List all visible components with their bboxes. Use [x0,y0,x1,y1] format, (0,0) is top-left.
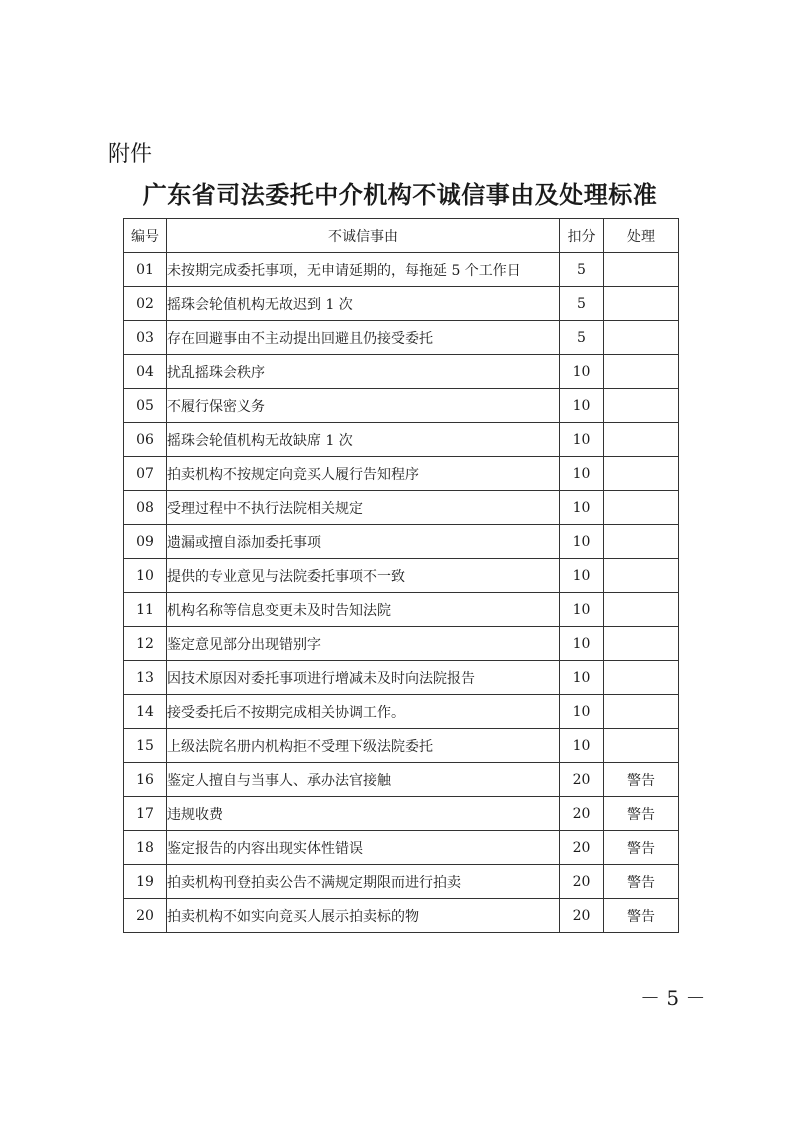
row-number-cell: 15 [124,729,167,763]
row-points-cell: 10 [560,661,604,695]
table-row [124,763,679,797]
table-row [124,865,679,899]
table-row [124,355,679,389]
row-reason-cell: 遗漏或擅自添加委托事项 [167,525,560,559]
table-body [124,253,679,933]
row-action-cell [604,593,679,627]
row-points-cell: 10 [560,695,604,729]
row-points-cell: 5 [560,253,604,287]
table-row [124,525,679,559]
row-action-cell [604,423,679,457]
table-row [124,899,679,933]
table-row [124,559,679,593]
table-row [124,491,679,525]
row-reason-cell: 鉴定人擅自与当事人、承办法官接触 [167,763,560,797]
row-points-cell: 10 [560,423,604,457]
table-row [124,797,679,831]
table-row [124,287,679,321]
row-number-cell: 20 [124,899,167,933]
row-action-cell [604,525,679,559]
row-reason-cell: 鉴定报告的内容出现实体性错误 [167,831,560,865]
row-action-cell [604,729,679,763]
row-reason-cell: 拍卖机构刊登拍卖公告不满规定期限而进行拍卖 [167,865,560,899]
table-row [124,831,679,865]
row-reason-cell: 存在回避事由不主动提出回避且仍接受委托 [167,321,560,355]
table-row [124,661,679,695]
row-action-cell: 警告 [604,831,679,865]
row-reason-cell: 上级法院名册内机构拒不受理下级法院委托 [167,729,560,763]
header-reason: 不诚信事由 [167,219,560,253]
row-number-cell: 11 [124,593,167,627]
table-row [124,457,679,491]
table-row [124,389,679,423]
row-points-cell: 10 [560,593,604,627]
row-action-cell [604,355,679,389]
table-row [124,729,679,763]
row-reason-cell: 摇珠会轮值机构无故缺席 1 次 [167,423,560,457]
row-points-cell: 10 [560,627,604,661]
table-row [124,423,679,457]
row-action-cell: 警告 [604,899,679,933]
table-row [124,253,679,287]
row-number-cell: 14 [124,695,167,729]
row-points-cell: 10 [560,457,604,491]
row-number-cell: 02 [124,287,167,321]
row-points-cell: 10 [560,491,604,525]
row-number-cell: 01 [124,253,167,287]
row-reason-cell: 不履行保密义务 [167,389,560,423]
row-action-cell [604,457,679,491]
header-points: 扣分 [560,219,604,253]
row-points-cell: 10 [560,355,604,389]
row-number-cell: 03 [124,321,167,355]
row-reason-cell: 摇珠会轮值机构无故迟到 1 次 [167,287,560,321]
row-points-cell: 10 [560,559,604,593]
row-reason-cell: 因技术原因对委托事项进行增减未及时向法院报告 [167,661,560,695]
row-action-cell [604,559,679,593]
row-points-cell: 5 [560,321,604,355]
row-reason-cell: 未按期完成委托事项，无申请延期的，每拖延 5 个工作日 [167,253,560,287]
table-row [124,627,679,661]
row-action-cell [604,627,679,661]
row-points-cell: 10 [560,525,604,559]
row-reason-cell: 违规收费 [167,797,560,831]
row-reason-cell: 提供的专业意见与法院委托事项不一致 [167,559,560,593]
row-number-cell: 17 [124,797,167,831]
row-points-cell: 20 [560,797,604,831]
header-number: 编号 [124,219,167,253]
row-points-cell: 10 [560,389,604,423]
row-points-cell: 10 [560,729,604,763]
row-number-cell: 09 [124,525,167,559]
row-number-cell: 19 [124,865,167,899]
header-action: 处理 [604,219,679,253]
row-reason-cell: 鉴定意见部分出现错别字 [167,627,560,661]
table-row [124,593,679,627]
row-points-cell: 20 [560,763,604,797]
row-number-cell: 18 [124,831,167,865]
row-number-cell: 06 [124,423,167,457]
table-row [124,321,679,355]
row-action-cell [604,389,679,423]
row-action-cell [604,287,679,321]
row-number-cell: 07 [124,457,167,491]
row-number-cell: 10 [124,559,167,593]
table-header-row [124,219,679,253]
row-action-cell: 警告 [604,763,679,797]
row-number-cell: 12 [124,627,167,661]
row-points-cell: 5 [560,287,604,321]
row-action-cell [604,253,679,287]
row-number-cell: 05 [124,389,167,423]
page-number: － 5 － [640,986,706,1010]
row-action-cell [604,321,679,355]
row-reason-cell: 机构名称等信息变更未及时告知法院 [167,593,560,627]
row-reason-cell: 扰乱摇珠会秩序 [167,355,560,389]
row-points-cell: 20 [560,865,604,899]
row-action-cell: 警告 [604,797,679,831]
row-action-cell [604,661,679,695]
row-number-cell: 08 [124,491,167,525]
document-title: 广东省司法委托中介机构不诚信事由及处理标准 [142,181,658,209]
table-row [124,695,679,729]
row-points-cell: 20 [560,831,604,865]
row-number-cell: 16 [124,763,167,797]
row-action-cell [604,695,679,729]
row-number-cell: 04 [124,355,167,389]
standards-table [123,218,679,933]
row-points-cell: 20 [560,899,604,933]
row-number-cell: 13 [124,661,167,695]
row-reason-cell: 受理过程中不执行法院相关规定 [167,491,560,525]
row-reason-cell: 拍卖机构不按规定向竞买人履行告知程序 [167,457,560,491]
row-reason-cell: 接受委托后不按期完成相关协调工作。 [167,695,560,729]
row-reason-cell: 拍卖机构不如实向竞买人展示拍卖标的物 [167,899,560,933]
attachment-label: 附件 [108,142,153,167]
row-action-cell [604,491,679,525]
row-action-cell: 警告 [604,865,679,899]
